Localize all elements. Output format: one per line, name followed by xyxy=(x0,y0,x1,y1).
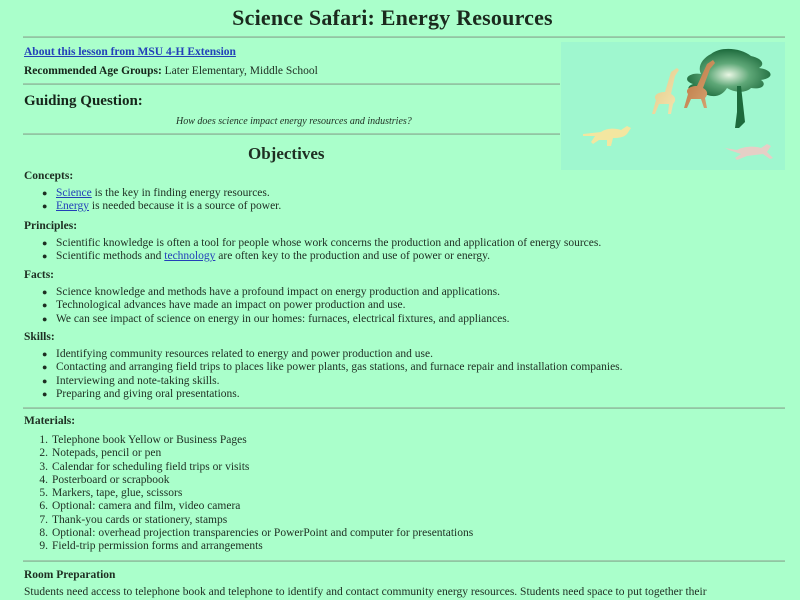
skills-label: Skills: xyxy=(24,331,55,343)
room-preparation-heading: Room Preparation xyxy=(24,569,116,581)
principle-text: are often key to the production and use of power or energy. xyxy=(215,250,491,263)
age-groups xyxy=(24,65,318,77)
bullet-icon: ● xyxy=(42,313,48,324)
list-item xyxy=(42,387,623,401)
about-lesson-link[interactable]: About this lesson from MSU 4-H Extension xyxy=(24,46,236,58)
materials-list xyxy=(39,434,474,554)
bullet-icon: ● xyxy=(42,375,48,386)
facts-label: Facts: xyxy=(24,269,55,281)
item-number: 8. xyxy=(39,527,48,540)
bullet-icon: ● xyxy=(42,287,48,297)
list-item xyxy=(42,250,601,263)
material-text: Field-trip permission forms and arrangements xyxy=(52,540,263,553)
list-item xyxy=(39,460,473,474)
list-item xyxy=(39,473,473,487)
list-item xyxy=(39,540,473,553)
concept-text: is needed because it is a source of power. xyxy=(89,200,282,213)
list-item xyxy=(42,361,623,374)
divider xyxy=(23,560,785,562)
age-groups-value: Later Elementary, Middle School xyxy=(161,65,318,77)
list-item xyxy=(39,500,473,513)
skill-text: Identifying community resources related to energy and power production and use. xyxy=(56,348,433,360)
bullet-icon: ● xyxy=(42,251,48,262)
guiding-question-text: How does science impact energy resources and industries? xyxy=(176,116,412,127)
material-text: Thank-you cards or stationery, stamps xyxy=(52,513,228,526)
list-item xyxy=(39,434,473,447)
item-number: 9. xyxy=(39,540,48,553)
science-link[interactable]: Science xyxy=(56,187,92,199)
bullet-icon: ● xyxy=(42,238,48,248)
principle-text: Scientific knowledge is often a tool for people whose work concerns the production and application of energy sources. xyxy=(56,237,602,249)
room-preparation-text: Students need access to telephone book and telephone to identify and contact community energy resources. Students need space to put together their xyxy=(24,586,707,598)
giraffe-icon xyxy=(652,68,679,114)
gazelle-icon xyxy=(725,144,773,160)
skill-text: Interviewing and note-taking skills. xyxy=(56,374,220,387)
objectives-heading: Objectives xyxy=(248,144,325,163)
material-text: Calendar for scheduling field trips or visits xyxy=(52,460,250,473)
list-item xyxy=(42,187,281,200)
material-text: Optional: overhead projection transparencies or PowerPoint and computer for presentations xyxy=(52,527,474,540)
concepts-label: Concepts: xyxy=(24,170,74,182)
guiding-question-heading: Guiding Question: xyxy=(24,93,143,109)
divider xyxy=(23,36,785,38)
safari-illustration xyxy=(561,42,785,170)
item-number: 3. xyxy=(39,460,48,473)
bullet-icon: ● xyxy=(42,300,48,311)
list-item xyxy=(39,447,473,460)
list-item xyxy=(39,527,474,540)
bullet-icon: ● xyxy=(42,362,48,373)
fact-text: Science knowledge and methods have a profound impact on energy production and applications. xyxy=(56,286,501,298)
material-text: Posterboard or scrapbook xyxy=(52,473,170,486)
safari-hero-image xyxy=(561,42,785,170)
concept-text: is the key in finding energy resources. xyxy=(91,187,270,199)
list-item xyxy=(42,374,623,388)
age-groups-label: Recommended Age Groups: xyxy=(24,65,162,77)
material-text: Notepads, pencil or pen xyxy=(52,447,162,460)
item-number: 5. xyxy=(39,487,48,500)
item-number: 1. xyxy=(39,434,48,446)
list-item xyxy=(42,286,510,299)
list-item xyxy=(42,299,510,312)
concepts-list xyxy=(42,187,282,214)
bullet-icon: ● xyxy=(42,188,48,198)
list-item xyxy=(42,312,510,326)
list-item xyxy=(42,348,623,361)
skill-text: Preparing and giving oral presentations. xyxy=(56,387,240,400)
cheetah-icon xyxy=(583,126,631,146)
list-item xyxy=(39,487,473,500)
page-title: Science Safari: Energy Resources xyxy=(232,5,553,30)
list-item xyxy=(42,200,282,213)
list-item xyxy=(42,237,602,250)
bullet-icon: ● xyxy=(42,349,48,359)
material-text: Telephone book Yellow or Business Pages xyxy=(52,434,247,446)
principles-label: Principles: xyxy=(24,220,78,232)
facts-list xyxy=(42,286,510,326)
skills-list xyxy=(42,348,623,401)
item-number: 6. xyxy=(39,500,48,513)
bullet-icon: ● xyxy=(42,201,48,212)
bullet-icon: ● xyxy=(42,388,48,399)
principles-list xyxy=(42,237,602,264)
item-number: 4. xyxy=(39,473,48,486)
material-text: Markers, tape, glue, scissors xyxy=(52,487,183,500)
material-text: Optional: camera and film, video camera xyxy=(52,500,241,513)
item-number: 7. xyxy=(39,513,48,526)
technology-link[interactable]: technology xyxy=(164,250,216,263)
divider xyxy=(23,83,560,85)
fact-text: Technological advances have made an impact on power production and use. xyxy=(56,299,406,312)
item-number: 2. xyxy=(39,447,48,460)
divider xyxy=(23,407,785,409)
fact-text: We can see impact of science on energy in our homes: furnaces, electrical fixtures, and appliances. xyxy=(56,312,510,325)
skill-text: Contacting and arranging field trips to places like power plants, gas stations, and furnace repair and installation companies. xyxy=(56,361,623,374)
list-item xyxy=(39,513,473,527)
principle-text: Scientific methods and xyxy=(56,250,165,263)
divider xyxy=(23,133,560,135)
energy-link[interactable]: Energy xyxy=(56,200,90,213)
materials-label: Materials: xyxy=(24,415,76,427)
